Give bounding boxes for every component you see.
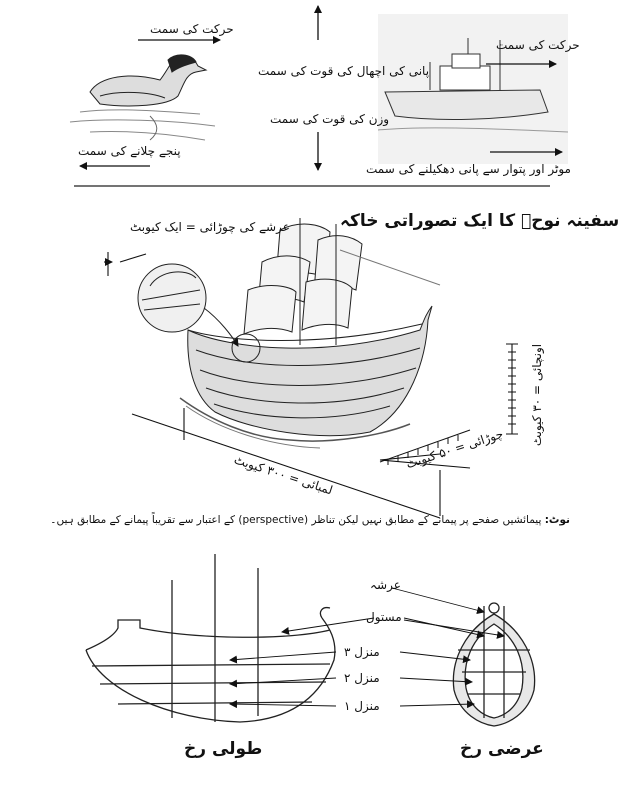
mast-label: مستول <box>366 610 402 624</box>
deck-label: عرشہ <box>370 578 401 592</box>
longitudinal-section <box>86 554 335 722</box>
transverse-view-label: عرضی رخ <box>460 739 544 759</box>
floor2-label: منزل ۲ <box>344 671 380 685</box>
length-label: لمبائی = ۳۰۰ کیوبٹ <box>232 452 335 498</box>
boat-push-label: موٹر اور پتوار سے پانی دھکیلنے کی سمت <box>366 162 571 176</box>
scale-note <box>50 514 570 526</box>
height-label: اونچائی = ۳۰ کیوبٹ <box>530 343 545 447</box>
duck-paddle-label: پنجے چلانے کی سمت <box>78 144 181 158</box>
duck-direction-label: حرکت کی سمت <box>150 22 234 36</box>
sketch-title: سفینہ نوحؑ کا ایک تصوراتی خاکہ <box>340 211 620 231</box>
note-text: پیمائشیں صفحے پر پیمانے کے مطابق نہیں لیکن تناظر (perspective) کے اعتبار سے تقریباً پیمانے کے مطابق ہیں۔ <box>50 514 542 526</box>
width-label: چوڑائی = ۵۰ کیوبٹ <box>404 426 505 472</box>
boat-direction-label: حرکت کی سمت <box>496 38 580 52</box>
fishing-boat-illustration <box>378 14 568 164</box>
note-label: نوٹ: <box>544 514 570 526</box>
duck-illustration <box>70 55 215 140</box>
floor1-label: منزل ۱ <box>344 699 380 713</box>
transverse-section <box>453 603 534 726</box>
ark-sketch <box>138 218 440 448</box>
longitudinal-view-label: طولی رخ <box>184 739 263 759</box>
floor3-label: منزل ۳ <box>344 645 380 659</box>
weight-label: وزن کی قوت کی سمت <box>270 112 390 126</box>
buoyancy-label: پانی کی اچھال کی قوت کی سمت <box>258 64 430 78</box>
deck-width-label: عرشے کی چوڑائی = ایک کیوبٹ <box>130 220 290 234</box>
